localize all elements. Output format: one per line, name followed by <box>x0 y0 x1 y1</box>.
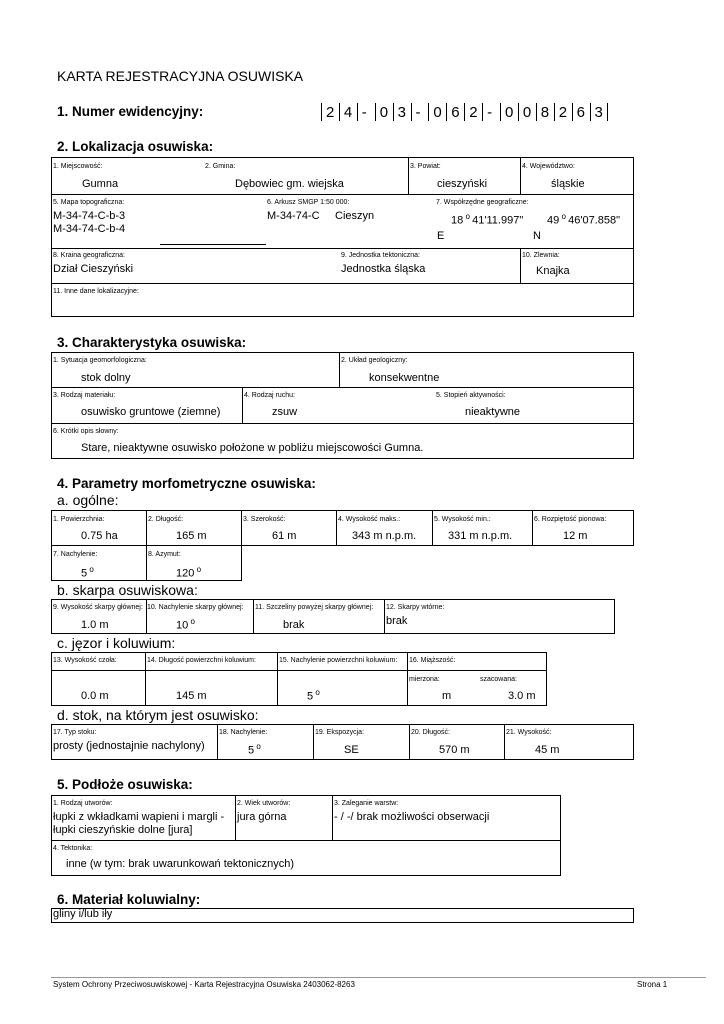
szacowana-label: szacowana: <box>480 676 517 683</box>
sytuacja-value: stok dolny <box>81 372 131 384</box>
mapa-value-1: M-34-74-C-b-3 <box>53 210 126 222</box>
gmina-value: Dębowiec gm. wiejska <box>235 178 344 190</box>
dlugosc-label: 2. Długość: <box>148 516 184 523</box>
wys-stoku-value: 45 m <box>535 744 560 756</box>
registry-digit: 6 <box>576 104 585 121</box>
nach-kol-label: 15. Nachylenie powierzchni koluwium: <box>279 657 398 664</box>
s4c-heading: c. jęzor i koluwium: <box>57 635 176 651</box>
wys-stoku-label: 21. Wysokość: <box>506 729 552 736</box>
stopien-value: nieaktywne <box>465 406 521 418</box>
wmin-value: 331 m n.p.m. <box>448 530 513 542</box>
dlugosc-value: 165 m <box>176 530 207 542</box>
digit-box <box>536 103 537 121</box>
mierzona-value: m <box>442 690 452 702</box>
s6-heading: 6. Materiał koluwialny: <box>57 892 201 907</box>
wmax-label: 4. Wysokość maks.: <box>338 516 401 523</box>
wys-czola-value: 0.0 m <box>81 690 109 702</box>
digit-box <box>339 103 340 121</box>
wsp-label: 7. Współrzędne geograficzne: <box>436 199 529 206</box>
wys-skarpy-label: 9. Wysokość skarpy głównej: <box>53 604 143 611</box>
wiek-value: jura górna <box>237 811 287 823</box>
typ-label: 17. Typ stoku: <box>53 729 97 736</box>
ekspozycja-label: 19. Ekspozycja: <box>315 729 365 736</box>
nach-kol-value: 5 $^o$ <box>307 688 320 703</box>
ekspozycja-value: SE <box>344 744 359 756</box>
registry-digit: 0 <box>505 104 514 121</box>
digit-box <box>375 103 376 121</box>
registry-digit: 2 <box>469 104 478 121</box>
kraina-label: 8. Kraina geograficzna: <box>53 252 125 259</box>
digit-box <box>500 103 501 121</box>
wmax-value: 343 m n.p.m. <box>352 530 417 542</box>
powierzchnia-label: 1. Powierzchnia: <box>53 516 105 523</box>
wmin-label: 5. Wysokość min.: <box>434 516 491 523</box>
registry-digit: 0 <box>433 104 442 121</box>
utwory-value-2: łupki cieszyńskie dolne [jura] <box>53 824 193 836</box>
stopien-label: 5. Stopień aktywności: <box>436 392 506 399</box>
arkusz-code: M-34-74-C <box>267 210 320 222</box>
sytuacja-label: 1. Sytuacja geomorfologiczna: <box>53 357 147 364</box>
arkusz-name: Cieszyn <box>335 210 375 222</box>
ruch-label: 4. Rodzaj ruchu: <box>244 392 295 399</box>
powiat-label: 3. Powiat: <box>410 163 441 170</box>
registry-digit: 3 <box>594 104 603 121</box>
rozpietosc-label: 6. Rozpiętość pionowa: <box>534 516 607 523</box>
uklad-label: 2. Układ geologiczny: <box>341 357 408 364</box>
miejscowosc-value: Gumna <box>82 178 119 190</box>
digit-box <box>554 103 555 121</box>
zaleganie-label: 3. Zaleganie warstw: <box>334 800 399 807</box>
registry-digit: 2 <box>326 104 335 121</box>
zlewnia-label: 10. Zlewnia: <box>522 252 560 259</box>
inne-label: 11. Inne dane lokalizacyjne: <box>53 288 139 295</box>
digit-box <box>393 103 394 121</box>
utwory-value-1: łupki z wkładkami wapieni i margli - <box>53 811 225 823</box>
uklad-value: konsekwentne <box>369 372 440 384</box>
typ-value: prosty (jednostajnie nachylony) <box>53 740 205 752</box>
registry-digit: 6 <box>451 104 460 121</box>
nach-stoku-value: 5 $^o$ <box>248 742 261 757</box>
arkusz-label: 6. Arkusz SMGP 1:50 000: <box>267 199 350 206</box>
jednostka-label: 9. Jednostka tektoniczna: <box>341 252 420 259</box>
digit-box <box>607 103 608 121</box>
digit-box <box>590 103 591 121</box>
registry-digit: 8 <box>540 104 550 121</box>
azymut-value: 120 $^o$ <box>176 565 202 580</box>
wsp-n: 49 $^o$ 46'07.858" <box>547 212 621 227</box>
s5-heading: 5. Podłoże osuwiska: <box>57 777 193 792</box>
digit-box <box>321 103 322 121</box>
registry-digit: 0 <box>379 104 389 121</box>
miejscowosc-label: 1. Miejscowość: <box>53 163 103 170</box>
wtorne-label: 12. Skarpy wtórne: <box>386 604 445 611</box>
registry-digit: 4 <box>343 104 353 121</box>
powiat-value: cieszyński <box>437 178 488 190</box>
jednostka-value: Jednostka śląska <box>341 263 426 275</box>
s4d-heading: d. stok, na którym jest osuwisko: <box>57 707 259 723</box>
ruch-value: zsuw <box>272 406 298 418</box>
utwory-label: 1. Rodzaj utworów: <box>53 800 113 807</box>
registry-digit: - <box>361 104 367 121</box>
miazszosc-label: 16. Miąższość: <box>409 657 456 664</box>
mapa-label: 5. Mapa topograficzna: <box>53 199 125 206</box>
colluvial-material-box <box>51 908 634 923</box>
material-value: osuwisko gruntowe (ziemne) <box>81 406 221 418</box>
s4b-heading: b. skarpa osuwiskowa: <box>57 582 198 598</box>
colluvial-material-value: gliny i/lub iły <box>53 908 113 920</box>
nach-stoku-label: 18. Nachylenie: <box>219 729 268 736</box>
szacowana-value: 3.0 m <box>508 690 536 702</box>
wtorne-value: brak <box>386 615 408 627</box>
mierzona-label: mierzona: <box>409 676 440 683</box>
s3-heading: 3. Charakterystyka osuwiska: <box>57 335 247 350</box>
dl-stoku-label: 20. Długość: <box>411 729 450 736</box>
digit-box <box>411 103 412 121</box>
wiek-label: 2. Wiek utworów: <box>237 800 291 807</box>
digit-box <box>518 103 519 121</box>
dl-stoku-value: 570 m <box>439 744 470 756</box>
wys-czola-label: 13. Wysokość czoła: <box>53 657 117 664</box>
digit-box <box>428 103 429 121</box>
nach-skarpy-value: 10 $^o$ <box>176 617 195 632</box>
digit-box <box>572 103 573 121</box>
registry-digit: 0 <box>522 104 532 121</box>
azymut-label: 8. Azymut: <box>148 551 181 558</box>
wojewodztwo-value: śląskie <box>551 178 585 190</box>
s4a-heading: a. ogólne: <box>57 492 119 508</box>
dl-kol-value: 145 m <box>176 690 207 702</box>
nach-skarpy-label: 10. Nachylenie skarpy głównej: <box>147 604 244 611</box>
nachylenie-value: 5 $^o$ <box>81 565 94 580</box>
registry-digit: - <box>415 104 421 121</box>
kraina-value: Dział Cieszyński <box>53 263 134 275</box>
digit-box <box>446 103 447 121</box>
tektonika-label: 4. Tektonika: <box>53 845 93 852</box>
digit-box <box>464 103 465 121</box>
registry-digit: 3 <box>397 104 406 121</box>
wsp-n-letter: N <box>533 230 541 242</box>
footer-text: System Ochrony Przeciwosuwiskowej - Karta Rejestracyjna Osuwiska 2403062-8263 <box>53 980 355 989</box>
dl-kol-label: 14. Długość powierzchni koluwium: <box>147 657 256 664</box>
rozpietosc-value: 12 m <box>563 530 588 542</box>
tektonika-value: inne (w tym: brak uwarunkowań tektonicznych) <box>66 858 295 870</box>
gmina-label: 2. Gmina: <box>205 163 236 170</box>
opis-label: 6. Krótki opis słowny: <box>53 428 119 435</box>
mapa-value-2: M-34-74-C-b-4 <box>53 223 126 235</box>
s4-heading: 4. Parametry morfometryczne osuwiska: <box>57 476 316 491</box>
szerokosc-value: 61 m <box>272 530 297 542</box>
registry-digit: - <box>487 104 493 121</box>
zaleganie-value: - / -/ brak możliwości obserwacji <box>334 811 490 823</box>
digit-box <box>482 103 483 121</box>
digit-box <box>357 103 358 121</box>
wsp-e-letter: E <box>437 230 445 242</box>
szerokosc-label: 3. Szerokość: <box>243 516 286 523</box>
s2-heading: 2. Lokalizacja osuwiska: <box>57 139 214 154</box>
szczeliny-value: brak <box>283 619 305 631</box>
page-title: KARTA REJESTRACYJNA OSUWISKA <box>57 68 304 84</box>
footer-page: Strona 1 <box>637 980 668 989</box>
wys-skarpy-value: 1.0 m <box>81 619 109 631</box>
registry-digit: 2 <box>558 104 568 121</box>
powierzchnia-value: 0.75 ha <box>81 530 118 542</box>
wojewodztwo-label: 4. Województwo: <box>522 163 575 170</box>
material-label: 3. Rodzaj materiału: <box>53 392 116 399</box>
wsp-e: 18 $^o$ 41'11.997" <box>451 212 524 227</box>
szczeliny-label: 11. Szczeliny powyżej skarpy głównej: <box>255 604 374 611</box>
nachylenie-label: 7. Nachylenie: <box>53 551 98 558</box>
zlewnia-value: Knajka <box>536 265 570 277</box>
opis-value: Stare, nieaktywne osuwisko położone w pobliżu miejscowości Gumna. <box>81 442 424 454</box>
s1-heading: 1. Numer ewidencyjny: <box>57 104 204 119</box>
